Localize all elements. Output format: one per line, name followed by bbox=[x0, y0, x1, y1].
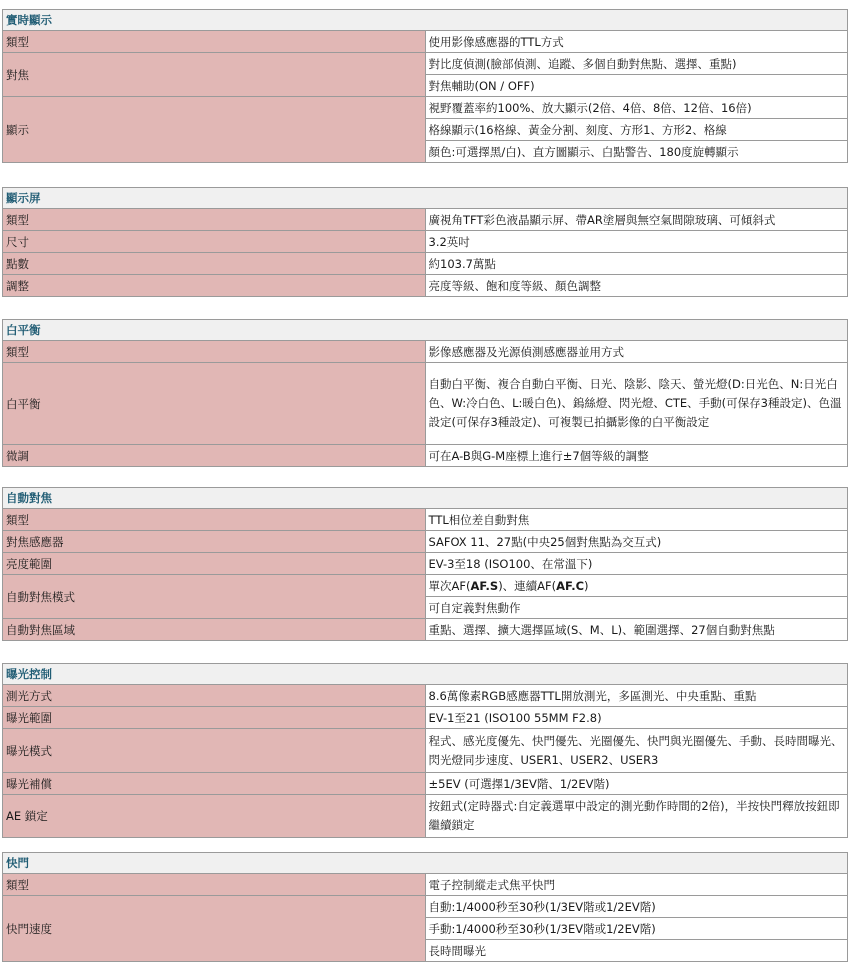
spec-row bbox=[3, 209, 848, 231]
af-mode-code: AF.S bbox=[470, 578, 499, 593]
spec-label: 類型 bbox=[3, 509, 426, 531]
spec-row bbox=[3, 31, 848, 53]
spec-value: 對焦輔助(ON / OFF) bbox=[425, 75, 848, 97]
spec-label: 調整 bbox=[3, 275, 426, 297]
spec-value: 長時間曝光 bbox=[425, 940, 848, 962]
spec-row bbox=[3, 445, 848, 467]
spec-section bbox=[2, 187, 848, 297]
spec-label: 點數 bbox=[3, 253, 426, 275]
spec-row bbox=[3, 531, 848, 553]
spec-label: 對焦感應器 bbox=[3, 531, 426, 553]
spec-label: 亮度範圍 bbox=[3, 553, 426, 575]
spec-value: EV-1至21 (ISO100 55MM F2.8) bbox=[425, 707, 848, 729]
spec-row bbox=[3, 231, 848, 253]
section-title: 曝光控制 bbox=[3, 664, 848, 685]
spec-value: 按鈕式(定時器式:自定義選單中設定的測光動作時間的2倍)，半按快門釋放按鈕即繼續鎖定 bbox=[425, 795, 848, 838]
spec-label: 尺寸 bbox=[3, 231, 426, 253]
spec-text: )、連續AF( bbox=[498, 578, 557, 593]
spec-row bbox=[3, 363, 848, 445]
spec-value: 自動:1/4000秒至30秒(1/3EV階或1/2EV階) bbox=[425, 896, 848, 918]
spec-label: 微調 bbox=[3, 445, 426, 467]
spec-value: 約103.7萬點 bbox=[425, 253, 848, 275]
spec-label: 白平衡 bbox=[3, 363, 426, 445]
spec-label: 曝光模式 bbox=[3, 729, 426, 773]
spec-row bbox=[3, 773, 848, 795]
spec-value: 可在A-B與G-M座標上進行±7個等級的調整 bbox=[425, 445, 848, 467]
spec-label: 測光方式 bbox=[3, 685, 426, 707]
spec-value: 電子控制縱走式焦平快門 bbox=[425, 874, 848, 896]
spec-row bbox=[3, 509, 848, 531]
af-mode-code: AF.C bbox=[556, 578, 585, 593]
spec-value: 視野覆蓋率約100%、放大顯示(2倍、4倍、8倍、12倍、16倍) bbox=[425, 97, 848, 119]
spec-value: 自動白平衡、複合自動白平衡、日光、陰影、陰天、螢光燈(D:日光色、N:日光白色、W:冷白色、L:暖白色)、鎢絲燈、閃光燈、CTE、手動(可保存3種設定)、色溫設定(可保存3種設定)、可複製已拍攝影像的白平衡設定 bbox=[425, 363, 848, 445]
spec-row bbox=[3, 575, 848, 597]
spec-label: 曝光補償 bbox=[3, 773, 426, 795]
spec-label: 類型 bbox=[3, 341, 426, 363]
spec-row bbox=[3, 275, 848, 297]
spec-row bbox=[3, 729, 848, 773]
spec-value: 影像感應器及光源偵測感應器並用方式 bbox=[425, 341, 848, 363]
spec-section bbox=[2, 663, 848, 838]
spec-label: 類型 bbox=[3, 209, 426, 231]
spec-row bbox=[3, 874, 848, 896]
spec-label: 曝光範圍 bbox=[3, 707, 426, 729]
spec-row bbox=[3, 253, 848, 275]
spec-row bbox=[3, 707, 848, 729]
spec-label: 類型 bbox=[3, 31, 426, 53]
section-title: 白平衡 bbox=[3, 320, 848, 341]
spec-value: 可自定義對焦動作 bbox=[425, 597, 848, 619]
spec-section bbox=[2, 852, 848, 962]
spec-row bbox=[3, 795, 848, 838]
spec-value: 亮度等級、飽和度等級、顏色調整 bbox=[425, 275, 848, 297]
spec-value: 顏色:可選擇黑/白)、直方圖顯示、白點警告、180度旋轉顯示 bbox=[425, 141, 848, 163]
spec-label: 自動對焦模式 bbox=[3, 575, 426, 619]
section-title: 自動對焦 bbox=[3, 488, 848, 509]
spec-value: 3.2英吋 bbox=[425, 231, 848, 253]
section-title: 實時顯示 bbox=[3, 10, 848, 31]
spec-value: TTL相位差自動對焦 bbox=[425, 509, 848, 531]
section-title: 快門 bbox=[3, 853, 848, 874]
spec-value: 重點、選擇、擴大選擇區域(S、M、L)、範圍選擇、27個自動對焦點 bbox=[425, 619, 848, 641]
spec-label: 顯示 bbox=[3, 97, 426, 163]
spec-value: 使用影像感應器的TTL方式 bbox=[425, 31, 848, 53]
spec-label: AE 鎖定 bbox=[3, 795, 426, 838]
spec-row bbox=[3, 896, 848, 918]
spec-value: EV-3至18 (ISO100、在常溫下) bbox=[425, 553, 848, 575]
spec-row bbox=[3, 53, 848, 75]
spec-value: 對比度偵測(臉部偵測、追蹤、多個自動對焦點、選擇、重點) bbox=[425, 53, 848, 75]
section-title: 顯示屏 bbox=[3, 188, 848, 209]
spec-row bbox=[3, 97, 848, 119]
spec-row bbox=[3, 685, 848, 707]
spec-text: 單次AF( bbox=[428, 578, 471, 593]
spec-value: ±5EV (可選擇1/3EV階、1/2EV階) bbox=[425, 773, 848, 795]
spec-label: 類型 bbox=[3, 874, 426, 896]
spec-value: SAFOX 11、27點(中央25個對焦點為交互式) bbox=[425, 531, 848, 553]
spec-value: 格線顯示(16格線、黃金分割、刻度、方形1、方形2、格線 bbox=[425, 119, 848, 141]
spec-value: 手動:1/4000秒至30秒(1/3EV階或1/2EV階) bbox=[425, 918, 848, 940]
spec-label: 自動對焦區域 bbox=[3, 619, 426, 641]
spec-value: 程式、感光度優先、快門優先、光圈優先、快門與光圈優先、手動、長時間曝光、閃光燈同步速度、USER1、USER2、USER3 bbox=[425, 729, 848, 773]
spec-label: 對焦 bbox=[3, 53, 426, 97]
spec-label: 快門速度 bbox=[3, 896, 426, 962]
spec-value: 廣視角TFT彩色液晶顯示屏、帶AR塗層與無空氣間隙玻璃、可傾斜式 bbox=[425, 209, 848, 231]
spec-row bbox=[3, 341, 848, 363]
spec-text: ) bbox=[584, 578, 589, 593]
spec-value bbox=[425, 575, 848, 597]
spec-row bbox=[3, 553, 848, 575]
spec-section bbox=[2, 9, 848, 163]
spec-row bbox=[3, 619, 848, 641]
spec-section bbox=[2, 487, 848, 641]
spec-section bbox=[2, 319, 848, 467]
spec-value: 8.6萬像素RGB感應器TTL開放測光，多區測光、中央重點、重點 bbox=[425, 685, 848, 707]
